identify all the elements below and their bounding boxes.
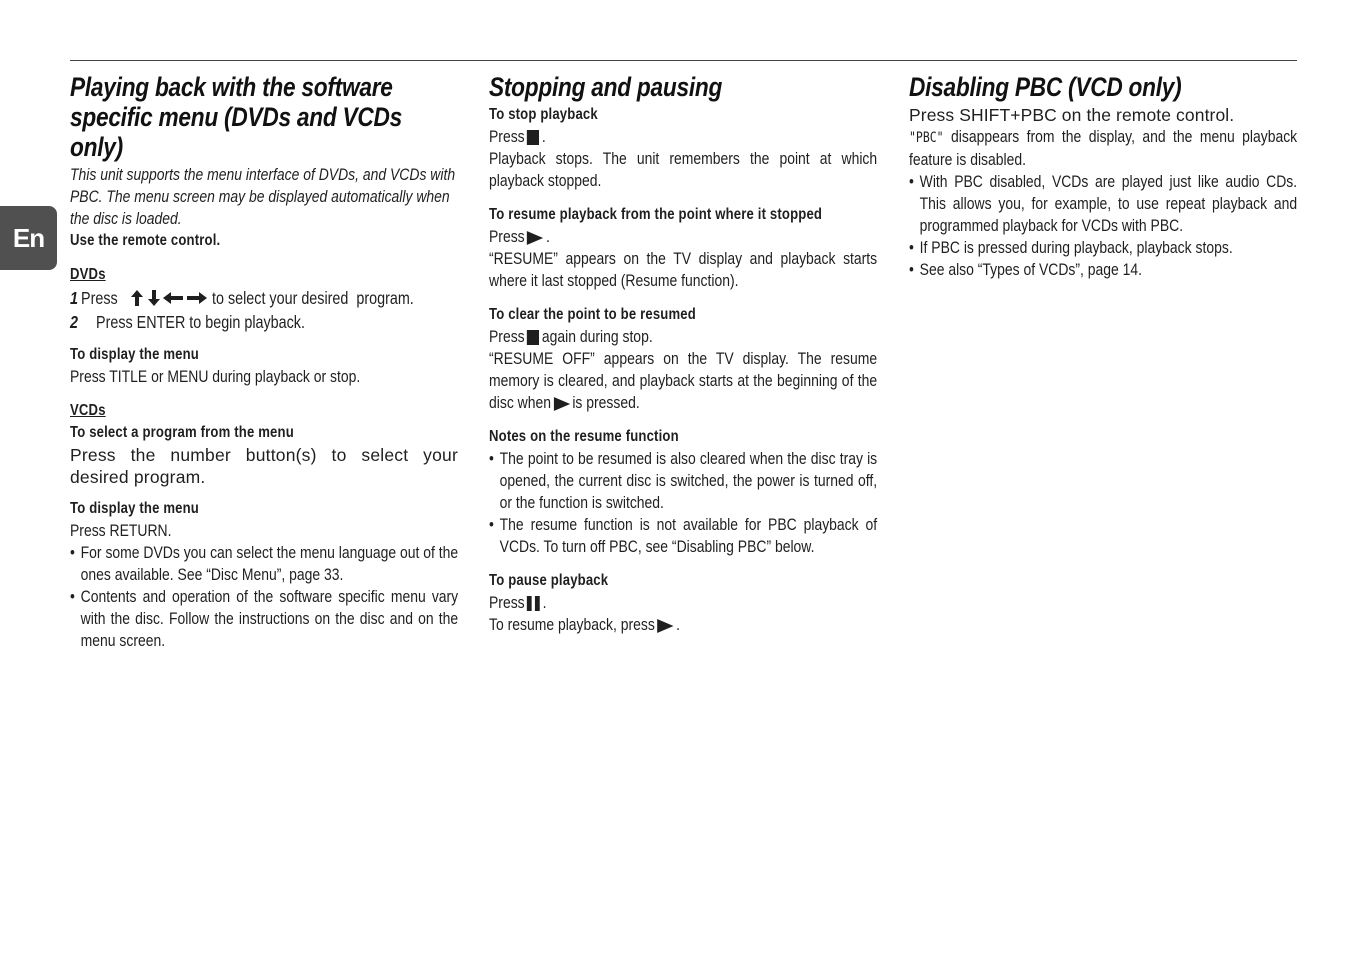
- list-item: • If PBC is pressed during playback, playback stops.: [909, 238, 1233, 257]
- stop-text: Playback stops. The unit remembers the point at which playback stopped.: [489, 149, 878, 190]
- list-item: • The point to be resumed is also cleared when the disc tray is opened, the current disc is switched, the power is turned off, or the function is switched.: [489, 449, 878, 512]
- clear-heading: To clear the point to be resumed: [489, 306, 696, 323]
- section-title-software-menu: Playing back with the software specific menu (DVDs and VCDs only): [70, 72, 402, 162]
- step-1-number: 1: [70, 288, 78, 308]
- pause-icon: [527, 596, 540, 611]
- pbc-description: "PBC" disappears from the display, and the menu playback feature is disabled.: [909, 127, 1298, 169]
- pbc-lead-text: Press SHIFT+PBC on the remote control.: [909, 105, 1235, 125]
- column-stopping-pausing: [489, 72, 877, 636]
- list-item: • For some DVDs you can select the menu language out of the ones available. See “Disc Menu”, page 33.: [70, 543, 459, 584]
- resume-press: Press .: [489, 227, 550, 246]
- display-menu-vcd-heading: To display the menu: [70, 500, 199, 517]
- intro-text: This unit supports the menu interface of DVDs, and VCDs with PBC. The menu screen may be displayed automatically when the disc is loaded.: [70, 165, 456, 228]
- pbc-display-indicator: "PBC": [909, 130, 944, 146]
- select-program-text: Press the number button(s) to select your desired program.: [70, 445, 458, 487]
- stop-heading: To stop playback: [489, 106, 598, 123]
- step-2-text: Press ENTER to begin playback.: [96, 312, 305, 332]
- top-rule: [70, 60, 1297, 61]
- resume-heading: To resume playback from the point where it stopped: [489, 206, 823, 223]
- section-title-stopping: Stopping and pausing: [489, 72, 723, 102]
- step-1: [70, 286, 458, 310]
- stop-press: Press .: [489, 127, 546, 146]
- column-software-menu: [70, 72, 458, 652]
- display-menu-heading: To display the menu: [70, 346, 199, 363]
- display-menu-vcd-text: Press RETURN.: [70, 521, 172, 540]
- step-1-press: Press: [81, 288, 118, 308]
- clear-text: “RESUME OFF” appears on the TV display. The resume memory is cleared, and playback starts at the beginning of the disc when is pressed.: [489, 349, 878, 412]
- resume-text: “RESUME” appears on the TV display and playback starts where it last stopped (Resume function).: [489, 249, 878, 290]
- list-item: • Contents and operation of the software specific menu vary with the disc. Follow the instructions on the disc and on the menu screen.: [70, 587, 459, 650]
- language-tab: En: [0, 206, 57, 270]
- use-remote-label: Use the remote control.: [70, 232, 221, 249]
- play-icon: [527, 231, 543, 245]
- stop-icon: [527, 330, 539, 345]
- notes-heading: Notes on the resume function: [489, 428, 679, 445]
- select-program-heading: To select a program from the menu: [70, 424, 294, 441]
- step-1-text: to select your desired program.: [211, 288, 414, 308]
- column-disabling-pbc: [909, 72, 1297, 281]
- section-title-disabling-pbc: Disabling PBC (VCD only): [909, 72, 1182, 102]
- pause-resume-text: To resume playback, press .: [489, 615, 681, 634]
- arrow-keys-icon: [129, 288, 209, 308]
- step-2-number: 2: [70, 312, 78, 332]
- pause-press: Press .: [489, 593, 547, 612]
- play-icon: [657, 619, 673, 633]
- play-icon: [553, 397, 569, 411]
- vcds-heading: VCDs: [70, 402, 106, 419]
- display-menu-text: Press TITLE or MENU during playback or stop.: [70, 367, 361, 386]
- step-2: [70, 310, 458, 334]
- list-item: • The resume function is not available for PBC playback of VCDs. To turn off PBC, see “Disabling PBC” below.: [489, 515, 878, 556]
- pause-heading: To pause playback: [489, 572, 609, 589]
- list-item: • See also “Types of VCDs”, page 14.: [909, 260, 1143, 279]
- clear-press: Press again during stop.: [489, 327, 653, 346]
- dvds-heading: DVDs: [70, 266, 106, 283]
- list-item: • With PBC disabled, VCDs are played just like audio CDs. This allows you, for example, to use repeat playback and programmed playback for VCDs with PBC.: [909, 172, 1298, 235]
- stop-icon: [527, 130, 539, 145]
